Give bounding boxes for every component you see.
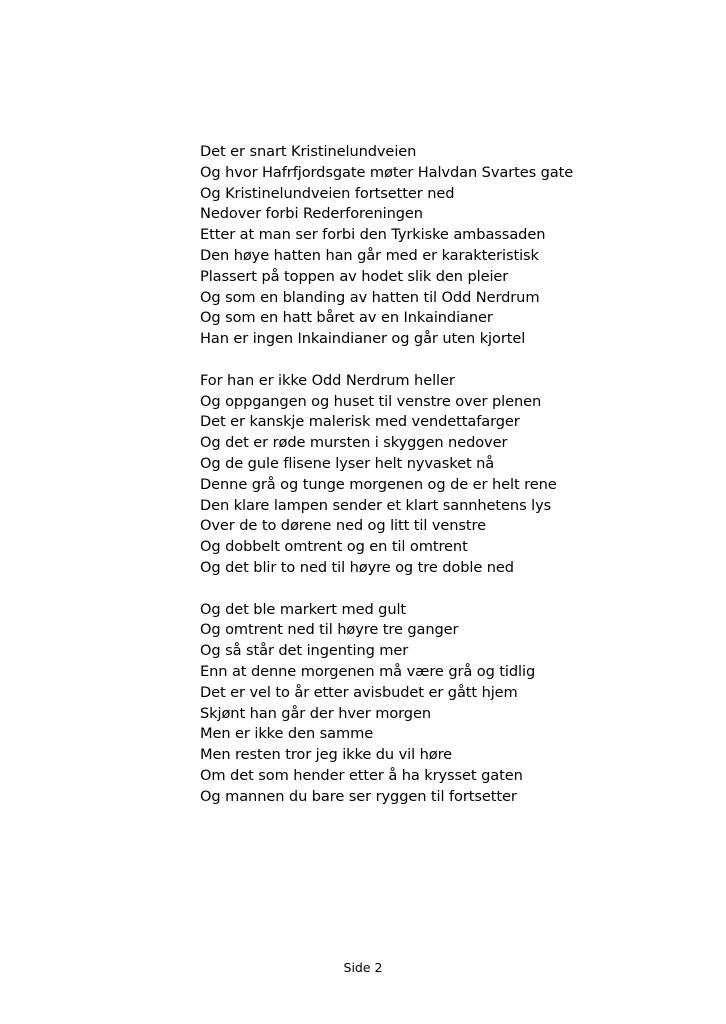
poem-line: For han er ikke Odd Nerdrum heller	[200, 371, 455, 389]
stanza-1	[200, 142, 700, 350]
poem-line: Etter at man ser forbi den Tyrkiske ambassaden	[200, 226, 546, 244]
poem-line: Og som en blanding av hatten til Odd Nerdrum	[200, 288, 540, 306]
poem-line: Og omtrent ned til høyre tre ganger	[200, 621, 459, 639]
poem-line: Det er vel to år etter avisbudet er gått hjem	[200, 683, 518, 701]
poem-line: Enn at denne morgenen må være grå og tidlig	[200, 662, 536, 680]
poem-line: Men resten tror jeg ikke du vil høre	[200, 746, 453, 764]
stanza-2	[200, 371, 700, 579]
poem-line: Nedover forbi Rederforeningen	[200, 205, 423, 223]
poem-line: Og som en hatt båret av en Inkaindianer	[200, 309, 493, 327]
poem-body	[200, 142, 700, 828]
poem-line: Og hvor Hafrfjordsgate møter Halvdan Svartes gate	[200, 163, 574, 181]
poem-line: Han er ingen Inkaindianer og går uten kjortel	[200, 330, 526, 348]
poem-line: Det er kanskje malerisk med vendettafarger	[200, 413, 520, 431]
poem-line: Over de to dørene ned og litt til venstre	[200, 517, 487, 535]
poem-line: Skjønt han går der hver morgen	[200, 704, 431, 722]
page-number: Side 2	[343, 960, 383, 975]
poem-line: Og dobbelt omtrent og en til omtrent	[200, 538, 468, 556]
poem-line: Plassert på toppen av hodet slik den pleier	[200, 267, 509, 285]
poem-line: Og så står det ingenting mer	[200, 642, 409, 660]
poem-line: Denne grå og tunge morgenen og de er helt rene	[200, 475, 557, 493]
poem-line: Og Kristinelundveien fortsetter ned	[200, 184, 455, 202]
stanza-3	[200, 600, 700, 808]
poem-line: Og det er røde mursten i skyggen nedover	[200, 434, 508, 452]
poem-line: Om det som hender etter å ha krysset gaten	[200, 766, 523, 784]
poem-line: Men er ikke den samme	[200, 725, 374, 743]
poem-line: Og mannen du bare ser ryggen til fortsetter	[200, 787, 517, 805]
poem-line: Og de gule flisene lyser helt nyvasket nå	[200, 454, 495, 472]
poem-line: Den høye hatten han går med er karakteristisk	[200, 246, 539, 264]
poem-line: Det er snart Kristinelundveien	[200, 143, 417, 160]
poem-line: Og det blir to ned til høyre og tre doble ned	[200, 558, 514, 576]
poem-line: Og oppgangen og huset til venstre over plenen	[200, 392, 542, 410]
poem-line: Den klare lampen sender et klart sannhetens lys	[200, 496, 552, 514]
poem-line: Og det ble markert med gult	[200, 600, 407, 618]
